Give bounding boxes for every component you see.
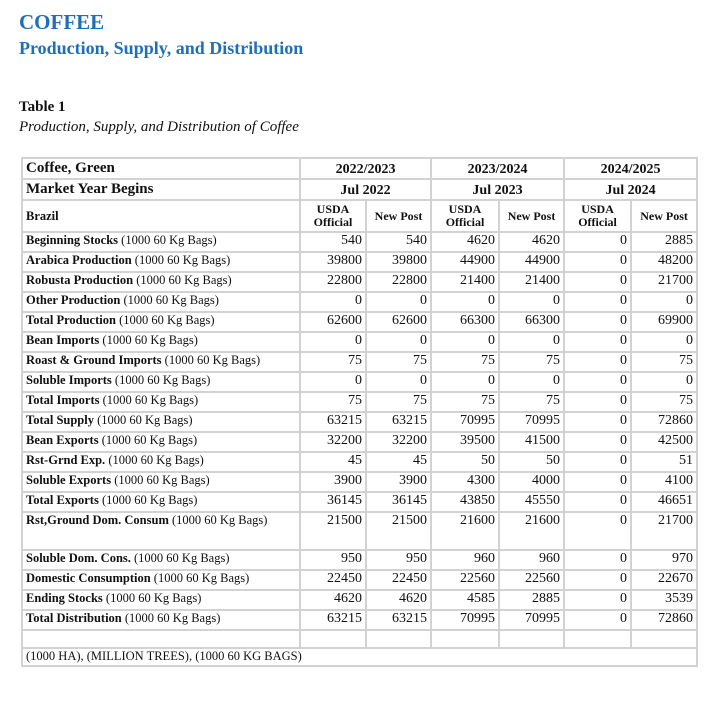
new-post-value: 50: [499, 452, 564, 472]
table-caption: Production, Supply, and Distribution of Coffee: [19, 119, 299, 135]
usda-official-value: 36145: [300, 492, 366, 512]
footnote-row: [22, 648, 697, 666]
usda-official-value: 3900: [300, 472, 366, 492]
table-row: [22, 550, 697, 570]
row-unit: (1000 60 Kg Bags): [124, 611, 221, 625]
new-post-header: New Post: [499, 200, 564, 232]
new-post-value: 51: [631, 452, 697, 472]
row-attribute-name: Domestic Consumption: [26, 571, 151, 585]
row-label: [22, 472, 300, 492]
blank-row: [22, 630, 697, 648]
period-year-header: 2022/2023: [300, 158, 431, 179]
usda-official-value: 75: [300, 352, 366, 372]
row-unit: (1000 60 Kg Bags): [108, 453, 204, 467]
usda-official-value: 4620: [431, 232, 499, 252]
row-attribute-name: Rst-Grnd Exp.: [26, 453, 106, 467]
row-unit: (1000 60 Kg Bags): [134, 551, 230, 565]
row-unit: (1000 60 Kg Bags): [136, 273, 232, 287]
new-post-value: 4620: [499, 232, 564, 252]
blank-cell: [431, 630, 499, 648]
table-row: [22, 372, 697, 392]
table-row: [22, 452, 697, 472]
row-label: [22, 392, 300, 412]
row-unit: (1000 60 Kg Bags): [123, 293, 219, 307]
blank-cell: [366, 630, 431, 648]
usda-official-value: 0: [564, 392, 631, 412]
row-label: [22, 232, 300, 252]
usda-official-value: 75: [431, 352, 499, 372]
new-post-value: 72860: [631, 610, 697, 630]
new-post-value: 21600: [499, 512, 564, 550]
usda-official-value: 4585: [431, 590, 499, 610]
table-row: [22, 332, 697, 352]
usda-official-value: 4300: [431, 472, 499, 492]
row-unit: (1000 60 Kg Bags): [114, 373, 211, 387]
corner-market-year: Market Year Begins: [22, 179, 300, 200]
row-label: [22, 512, 300, 550]
new-post-value: 4000: [499, 472, 564, 492]
row-attribute-name: Total Production: [26, 313, 116, 327]
usda-official-value: 75: [300, 392, 366, 412]
row-label: [22, 570, 300, 590]
corner-commodity: Coffee, Green: [22, 158, 300, 179]
table-row: [22, 252, 697, 272]
usda-official-value: 0: [564, 292, 631, 312]
new-post-value: 63215: [366, 412, 431, 432]
usda-official-value: 0: [564, 590, 631, 610]
new-post-value: 2885: [499, 590, 564, 610]
usda-official-value: 0: [564, 452, 631, 472]
new-post-value: 75: [499, 392, 564, 412]
row-label: [22, 252, 300, 272]
usda-official-value: 50: [431, 452, 499, 472]
new-post-value: 22670: [631, 570, 697, 590]
usda-official-value: 75: [431, 392, 499, 412]
usda-official-value: 0: [431, 332, 499, 352]
new-post-value: 0: [631, 372, 697, 392]
new-post-value: 21400: [499, 272, 564, 292]
row-attribute-name: Total Imports: [26, 393, 100, 407]
row-unit: (1000 60 Kg Bags): [101, 493, 198, 507]
usda-line1: USDA: [448, 202, 482, 216]
new-post-value: 0: [366, 372, 431, 392]
usda-official-value: 22450: [300, 570, 366, 590]
table-row: [22, 272, 697, 292]
psd-table: [21, 157, 698, 667]
row-unit: (1000 60 Kg Bags): [153, 571, 250, 585]
header-row-years: [22, 158, 697, 179]
usda-official-value: 0: [431, 292, 499, 312]
table-row: [22, 472, 697, 492]
new-post-value: 70995: [499, 412, 564, 432]
blank-cell: [22, 630, 300, 648]
usda-official-value: 0: [564, 272, 631, 292]
period-year-header: 2024/2025: [564, 158, 697, 179]
usda-official-value: 540: [300, 232, 366, 252]
row-attribute-name: Bean Exports: [26, 433, 99, 447]
row-label: [22, 452, 300, 472]
usda-official-value: 66300: [431, 312, 499, 332]
period-year-header: 2023/2024: [431, 158, 564, 179]
table-row: [22, 232, 697, 252]
table-label: Table 1: [19, 99, 66, 115]
usda-official-value: 0: [300, 292, 366, 312]
usda-official-value: 63215: [300, 412, 366, 432]
table-row: [22, 610, 697, 630]
usda-official-value: 21400: [431, 272, 499, 292]
row-label: [22, 352, 300, 372]
new-post-value: 39800: [366, 252, 431, 272]
table-row: [22, 512, 697, 550]
corner-country: Brazil: [22, 200, 300, 232]
new-post-value: 0: [631, 292, 697, 312]
new-post-value: 3539: [631, 590, 697, 610]
row-unit: (1000 60 Kg Bags): [164, 353, 261, 367]
usda-official-value: 22560: [431, 570, 499, 590]
new-post-value: 2885: [631, 232, 697, 252]
row-attribute-name: Soluble Dom. Cons.: [26, 551, 131, 565]
new-post-value: 75: [366, 392, 431, 412]
new-post-value: 0: [499, 372, 564, 392]
new-post-value: 75: [631, 352, 697, 372]
new-post-value: 75: [499, 352, 564, 372]
usda-official-value: 0: [564, 512, 631, 550]
new-post-value: 75: [366, 352, 431, 372]
table-row: [22, 570, 697, 590]
usda-line2: Official: [313, 215, 353, 229]
usda-official-value: 960: [431, 550, 499, 570]
usda-official-value: 39800: [300, 252, 366, 272]
usda-official-value: 0: [564, 312, 631, 332]
new-post-value: 4100: [631, 472, 697, 492]
new-post-value: 0: [366, 292, 431, 312]
usda-official-value: 950: [300, 550, 366, 570]
row-unit: (1000 60 Kg Bags): [101, 433, 198, 447]
usda-official-value: 21600: [431, 512, 499, 550]
row-attribute-name: Total Exports: [26, 493, 99, 507]
row-attribute-name: Soluble Imports: [26, 373, 112, 387]
usda-official-value: 22800: [300, 272, 366, 292]
usda-official-value: 0: [564, 492, 631, 512]
row-attribute-name: Ending Stocks: [26, 591, 103, 605]
usda-official-value: 0: [564, 372, 631, 392]
new-post-value: 3900: [366, 472, 431, 492]
new-post-value: 44900: [499, 252, 564, 272]
table-row: [22, 392, 697, 412]
new-post-value: 63215: [366, 610, 431, 630]
new-post-value: 41500: [499, 432, 564, 452]
row-unit: (1000 60 Kg Bags): [97, 413, 193, 427]
new-post-value: 70995: [499, 610, 564, 630]
blank-cell: [564, 630, 631, 648]
row-label: [22, 610, 300, 630]
period-begins-header: Jul 2023: [431, 179, 564, 200]
header-row-begins: [22, 179, 697, 200]
page-subtitle: Production, Supply, and Distribution: [19, 38, 304, 58]
usda-official-value: 44900: [431, 252, 499, 272]
usda-official-value: 32200: [300, 432, 366, 452]
period-begins-header: Jul 2022: [300, 179, 431, 200]
row-unit: (1000 60 Kg Bags): [114, 473, 210, 487]
usda-official-value: 0: [564, 472, 631, 492]
row-unit: (1000 60 Kg Bags): [102, 333, 198, 347]
row-label: [22, 372, 300, 392]
new-post-header: New Post: [631, 200, 697, 232]
blank-cell: [300, 630, 366, 648]
new-post-value: 36145: [366, 492, 431, 512]
usda-official-value: 63215: [300, 610, 366, 630]
new-post-value: 4620: [366, 590, 431, 610]
row-label: [22, 412, 300, 432]
row-attribute-name: Bean Imports: [26, 333, 100, 347]
row-attribute-name: Roast & Ground Imports: [26, 353, 162, 367]
new-post-value: 22560: [499, 570, 564, 590]
new-post-value: 45550: [499, 492, 564, 512]
new-post-value: 62600: [366, 312, 431, 332]
usda-official-value: 0: [564, 332, 631, 352]
new-post-value: 46651: [631, 492, 697, 512]
units-footnote: (1000 HA), (MILLION TREES), (1000 60 KG BAGS): [22, 648, 697, 666]
row-label: [22, 432, 300, 452]
new-post-value: 22450: [366, 570, 431, 590]
row-attribute-name: Arabica Production: [26, 253, 132, 267]
new-post-header: New Post: [366, 200, 431, 232]
usda-official-value: 0: [564, 550, 631, 570]
new-post-value: 0: [366, 332, 431, 352]
row-label: [22, 550, 300, 570]
new-post-value: 48200: [631, 252, 697, 272]
page-title: COFFEE: [19, 10, 105, 34]
new-post-value: 32200: [366, 432, 431, 452]
new-post-value: 960: [499, 550, 564, 570]
usda-official-value: 0: [564, 570, 631, 590]
new-post-value: 75: [631, 392, 697, 412]
period-begins-header: Jul 2024: [564, 179, 697, 200]
new-post-value: 0: [631, 332, 697, 352]
table-row: [22, 492, 697, 512]
row-label: [22, 492, 300, 512]
new-post-value: 42500: [631, 432, 697, 452]
usda-official-value: 45: [300, 452, 366, 472]
usda-official-value: 0: [564, 412, 631, 432]
row-unit: (1000 60 Kg Bags): [171, 513, 268, 527]
usda-line2: Official: [445, 215, 485, 229]
row-label: [22, 332, 300, 352]
blank-cell: [499, 630, 564, 648]
new-post-value: 72860: [631, 412, 697, 432]
table-row: [22, 312, 697, 332]
usda-official-value: 0: [564, 610, 631, 630]
new-post-value: 0: [499, 332, 564, 352]
row-label: [22, 292, 300, 312]
table-row: [22, 412, 697, 432]
table-row: [22, 590, 697, 610]
row-attribute-name: Other Production: [26, 293, 121, 307]
usda-official-value: 70995: [431, 610, 499, 630]
usda-official-value: 0: [564, 432, 631, 452]
new-post-value: 21700: [631, 512, 697, 550]
new-post-value: 540: [366, 232, 431, 252]
row-unit: (1000 60 Kg Bags): [119, 313, 215, 327]
header-row-subcols: [22, 200, 697, 232]
new-post-value: 21700: [631, 272, 697, 292]
new-post-value: 21500: [366, 512, 431, 550]
new-post-value: 950: [366, 550, 431, 570]
new-post-value: 45: [366, 452, 431, 472]
usda-official-value: 0: [564, 252, 631, 272]
usda-official-value: 70995: [431, 412, 499, 432]
usda-official-value: 62600: [300, 312, 366, 332]
row-label: [22, 272, 300, 292]
new-post-value: 66300: [499, 312, 564, 332]
table-row: [22, 292, 697, 312]
usda-official-value: 21500: [300, 512, 366, 550]
new-post-value: 69900: [631, 312, 697, 332]
row-attribute-name: Soluble Exports: [26, 473, 112, 487]
usda-official-value: 0: [300, 372, 366, 392]
usda-official-header: [300, 200, 366, 232]
usda-official-header: [431, 200, 499, 232]
row-attribute-name: Beginning Stocks: [26, 233, 119, 247]
usda-official-value: 0: [300, 332, 366, 352]
usda-line2: Official: [578, 215, 617, 229]
row-unit: (1000 60 Kg Bags): [102, 393, 199, 407]
new-post-value: 22800: [366, 272, 431, 292]
row-label: [22, 312, 300, 332]
row-attribute-name: Total Distribution: [26, 611, 122, 625]
usda-official-value: 0: [564, 232, 631, 252]
usda-official-value: 0: [564, 352, 631, 372]
row-attribute-name: Rst,Ground Dom. Consum: [26, 513, 169, 527]
usda-official-value: 39500: [431, 432, 499, 452]
usda-official-value: 43850: [431, 492, 499, 512]
usda-line1: USDA: [581, 202, 614, 216]
usda-line1: USDA: [316, 202, 350, 216]
usda-official-value: 0: [431, 372, 499, 392]
usda-official-header: [564, 200, 631, 232]
table-row: [22, 352, 697, 372]
new-post-value: 970: [631, 550, 697, 570]
table-row: [22, 432, 697, 452]
row-unit: (1000 60 Kg Bags): [134, 253, 231, 267]
usda-official-value: 4620: [300, 590, 366, 610]
new-post-value: 0: [499, 292, 564, 312]
row-unit: (1000 60 Kg Bags): [105, 591, 202, 605]
row-unit: (1000 60 Kg Bags): [121, 233, 217, 247]
row-attribute-name: Total Supply: [26, 413, 94, 427]
row-label: [22, 590, 300, 610]
blank-cell: [631, 630, 697, 648]
row-attribute-name: Robusta Production: [26, 273, 134, 287]
